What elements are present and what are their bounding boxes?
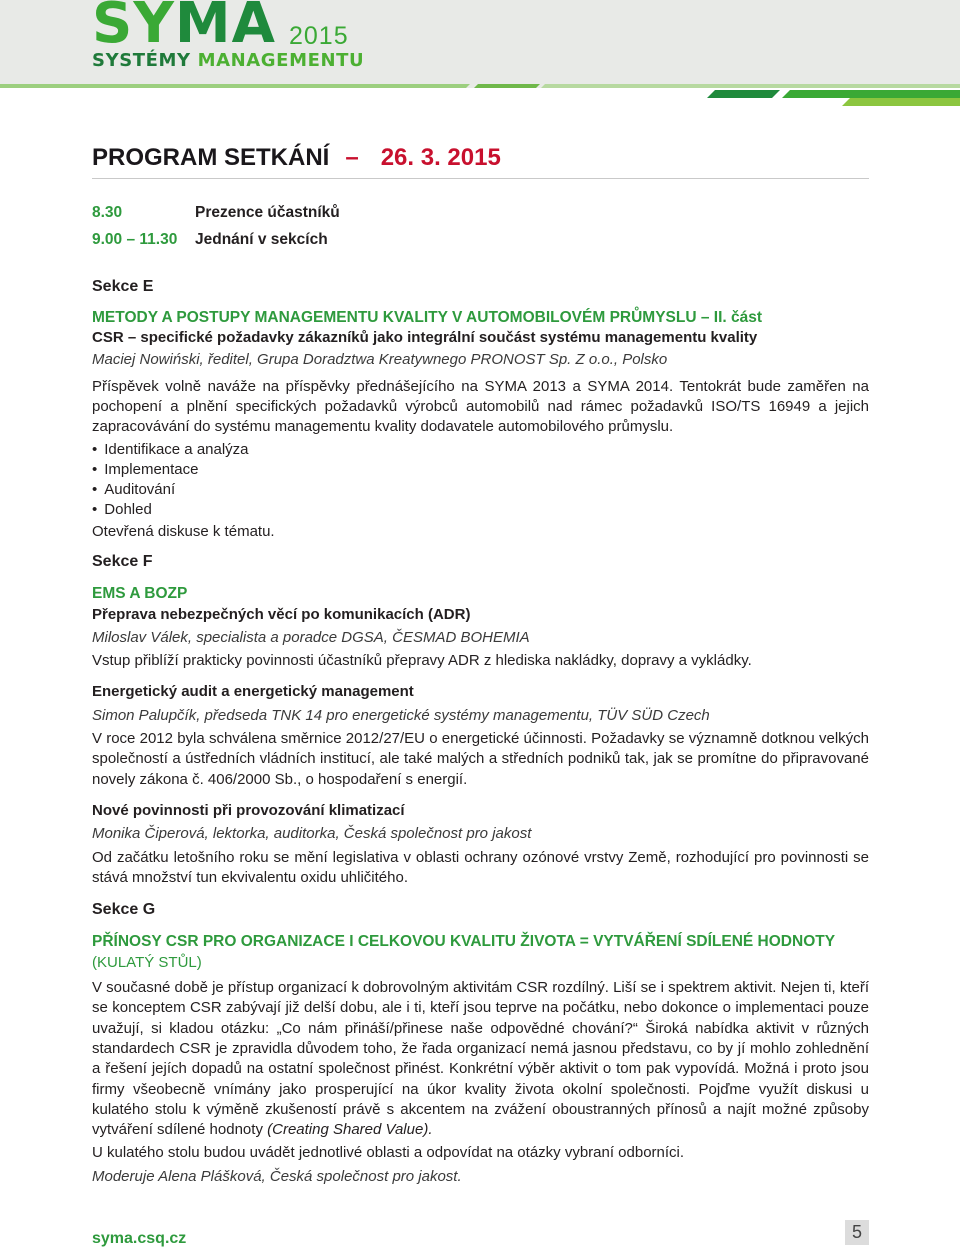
talk-title: Energetický audit a energetický management <box>92 683 414 701</box>
header-stripes <box>0 84 960 108</box>
schedule-row <box>92 230 869 250</box>
section-g-heading: Sekce G <box>92 901 156 919</box>
list-item: • Auditování <box>92 480 869 500</box>
talk-speaker: Maciej Nowiński, ředitel, Grupa Doradztwa Kreatywnego PRONOST Sp. Z o.o., Polsko <box>92 351 668 369</box>
talk-title: Nové povinnosti při provozování klimatizací <box>92 801 405 819</box>
talk-abstract: Od začátku letošního roku se mění legislativa v oblasti ochrany ozónové vrstvy Země, rozhodující pro povinnosti se stává množství tun ekvivalentu oxidu uhličitého. <box>92 848 869 886</box>
schedule-label: Prezence účastníků <box>195 204 340 221</box>
section-g-title: PŘÍNOSY CSR PRO ORGANIZACE I CELKOVOU KVALITU ŽIVOTA = VYTVÁŘENÍ SDÍLENÉ HODNOTY <box>92 933 836 951</box>
list-item: • Dohled <box>92 500 869 520</box>
talk-speaker: Monika Čiperová, lektorka, auditorka, Česká společnost pro jakost <box>92 825 532 843</box>
list-item: • Identifikace a analýza <box>92 440 869 460</box>
section-e-title: METODY A POSTUPY MANAGEMENTU KVALITY V AUTOMOBILOVÉM PRŮMYSLU – II. část <box>92 308 763 326</box>
schedule-time: 9.00 – 11.30 <box>92 231 178 249</box>
logo-year: 2015 <box>289 22 349 50</box>
section-f-title: EMS A BOZP <box>92 585 188 603</box>
logo-subtitle: SYSTÉMY MANAGEMENTU <box>92 50 365 71</box>
schedule-time: 8.30 <box>92 204 123 221</box>
closing-note: Otevřená diskuse k tématu. <box>92 522 275 540</box>
bullet-list <box>92 440 869 520</box>
talk-speaker: Miloslav Válek, specialista a poradce DGSA, ČESMAD BOHEMIA <box>92 628 530 646</box>
syma-logo: SYMA <box>92 0 276 56</box>
page-title: PROGRAM SETKÁNÍ – 26. 3. 2015 <box>92 144 501 171</box>
talk-abstract: Vstup přiblíží prakticky povinnosti účastníků přepravy ADR z hlediska nakládky, dopravy a vykládky. <box>92 652 752 670</box>
schedule-row <box>92 203 869 223</box>
section-g-abstract: V současné době je přístup organizací k dobrovolným aktivitám CSR rozdílný. Liší se i spektrem aktivit. Nejen ti, kteří se konceptem CSR zabývají již delší dobu, ale i ti, kteří jsou teprve na počátku, nebo dokonce o implementaci pouze uvažují, si kladou otázku: „Co nám přináší/přinese naše odpovědné chování?“ Široká nabídka aktivit v různých standardech CSR je zpravidla důvodem toho, že řada organizací nemá jasnou představu, co by jí mohlo zohlednění a řešení jejích dopadů na ostatní společnost přinést. Konkrétní výběr aktivit o tom pak vypovídá. Možná i proto jsou firmy všeobecně vnímány jako prosperující na úkor kvality života okolní společnosti. Pojďme využít diskusi u kulatého stolu k výměně zkušeností právě s akcentem na zvážení oboustranných přínosů a najít možné způsoby vytváření sdílené hodnoty (Creating Shared Value). <box>92 979 869 1139</box>
section-f-heading: Sekce F <box>92 552 153 570</box>
program-content <box>92 203 869 1187</box>
talk-abstract: V roce 2012 byla schválena směrnice 2012/27/EU o energetické účinnosti. Požadavky se významně dotknou velkých společností a ústředních vládních institucí, ale také malých a středních podniků tak, jak se promítne do připravované novely zákona č. 406/2000 Sb., o hospodaření s energií. <box>92 730 869 788</box>
section-g-abstract-2: U kulatého stolu budou uvádět jednotlivé oblasti a odpovídat na otázky vybraní odborníci. <box>92 1144 685 1162</box>
section-e-heading: Sekce E <box>92 277 154 295</box>
talk-title: Přeprava nebezpečných věcí po komunikacích (ADR) <box>92 605 471 623</box>
talk-speaker: Simon Palupčík, předseda TNK 14 pro energetické systémy managementu, TÜV SÜD Czech <box>92 706 710 724</box>
list-item: • Implementace <box>92 460 869 480</box>
schedule-label: Jednání v sekcích <box>195 231 328 249</box>
moderator-note: Moderuje Alena Plášková, Česká společnost pro jakost. <box>92 1167 462 1185</box>
footer-link[interactable]: syma.csq.cz <box>92 1230 187 1247</box>
page-number: 5 <box>845 1220 869 1245</box>
talk-abstract: Příspěvek volně naváže na příspěvky přednášejícího na SYMA 2013 a SYMA 2014. Tentokrát bude zaměřen na pochopení a plnění specifických požadavků výrobců automobilů nad rámec požadavků ISO/TS 16949 a jejich zapracovávání do systému managementu kvality dodavatele automobilového průmyslu. <box>92 377 869 436</box>
title-divider <box>92 178 869 179</box>
section-g-subtitle: (KULATÝ STŮL) <box>92 953 202 971</box>
talk-title: CSR – specifické požadavky zákazníků jako integrální součást systému managementu kvality <box>92 329 758 347</box>
